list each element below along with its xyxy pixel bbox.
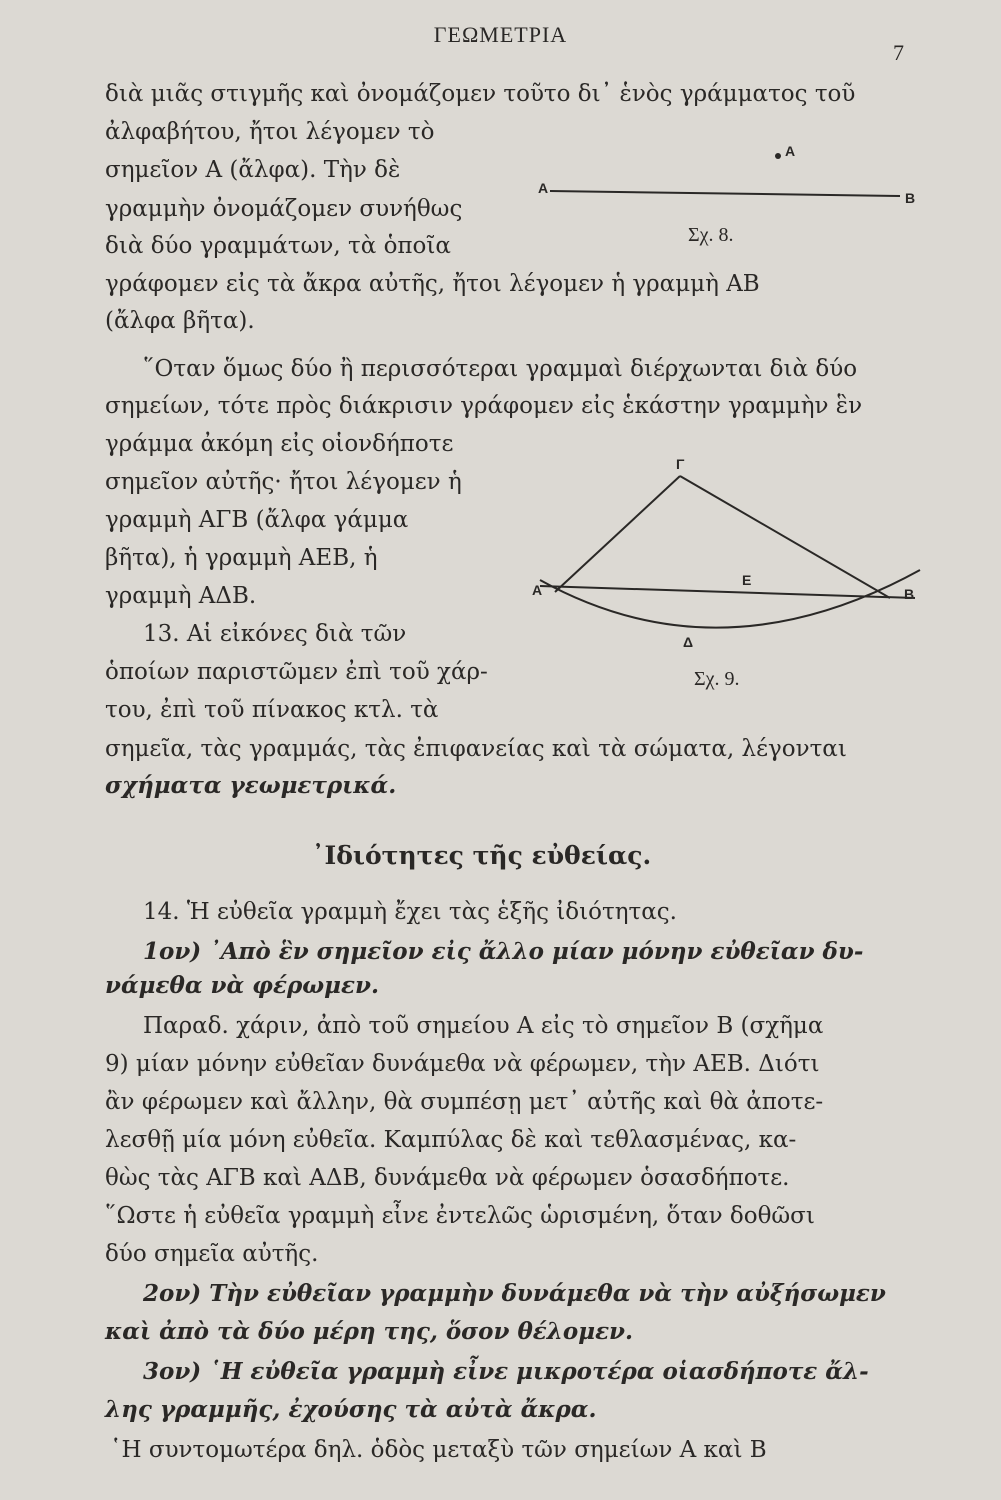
segment-ab bbox=[550, 191, 900, 196]
page-number: 7 bbox=[893, 40, 904, 65]
text-line: διὰ δύο γραμμάτων, τὰ ὁποῖα bbox=[105, 233, 451, 259]
fig8-left-label: Α bbox=[538, 180, 549, 196]
text-line: ῞Ωστε ἡ εὐθεῖα γραμμὴ εἶνε ἐντελῶς ὡρισμένη, ὅταν δοθῶσι bbox=[105, 1203, 815, 1229]
fig8-caption: Σχ. 8. bbox=[688, 224, 734, 246]
text-line: 13. Αἱ εἰκόνες διὰ τῶν bbox=[143, 621, 407, 647]
text-line: γραμμὴν ὀνομάζομεν συνήθως bbox=[105, 196, 463, 222]
text-line: 2ον) Τὴν εὐθεῖαν γραμμὴν δυνάμεθα νὰ τὴν αὐξήσωμεν bbox=[143, 1280, 886, 1307]
text-line: γράμμα ἀκόμη εἰς οἱονδήποτε bbox=[105, 431, 454, 457]
text-line: γραμμὴ ΑΔΒ. bbox=[105, 583, 257, 609]
text-line: σημεῖα, τὰς γραμμάς, τὰς ἐπιφανείας καὶ τὰ σώματα, λέγονται bbox=[105, 736, 847, 762]
text-line: 1ον) ᾿Απὸ ἓν σημεῖον εἰς ἄλλο μίαν μόνην εὐθεῖαν δυ- bbox=[143, 938, 864, 965]
text-line: καὶ ἀπὸ τὰ δύο μέρη της, ὅσον θέλομεν. bbox=[105, 1318, 634, 1345]
text-line: δύο σημεῖα αὐτῆς. bbox=[105, 1241, 319, 1267]
point-a-dot bbox=[775, 153, 781, 159]
text-line: νάμεθα νὰ φέρωμεν. bbox=[105, 972, 379, 999]
text-line: (ἄλφα βῆτα). bbox=[105, 308, 255, 334]
text-line: διὰ μιᾶς στιγμῆς καὶ ὀνομάζομεν τοῦτο δι᾿ ἑνὸς γράμματος τοῦ bbox=[105, 81, 856, 107]
text-line: θὼς τὰς ΑΓΒ καὶ ΑΔΒ, δυνάμεθα νὰ φέρωμεν ὁσασδήποτε. bbox=[105, 1165, 790, 1191]
text-line: ἂν φέρωμεν καὶ ἄλλην, θὰ συμπέσῃ μετ᾿ αὐτῆς καὶ θὰ ἀποτε- bbox=[105, 1089, 824, 1115]
fig8-point-label: Α bbox=[785, 143, 796, 159]
text-line: σχήματα γεωμετρικά. bbox=[105, 772, 397, 799]
fig9-caption: Σχ. 9. bbox=[694, 668, 740, 690]
text-line: 3ον) ῾Η εὐθεῖα γραμμὴ εἶνε μικροτέρα οἱασδήποτε ἄλ- bbox=[143, 1358, 869, 1385]
text-line: γραμμὴ ΑΓΒ (ἄλφα γάμμα bbox=[105, 507, 409, 533]
text-line: λεσθῇ μία μόνη εὐθεῖα. Καμπύλας δὲ καὶ τεθλασμένας, κα- bbox=[105, 1127, 797, 1153]
text-line: ἀλφαβήτου, ἤτοι λέγομεν τὸ bbox=[105, 119, 435, 145]
segment-aeb bbox=[540, 586, 915, 598]
arc-adb bbox=[540, 570, 920, 628]
text-line: βῆτα), ἡ γραμμὴ ΑΕΒ, ἡ bbox=[105, 545, 378, 571]
text-line: Παραδ. χάριν, ἀπὸ τοῦ σημείου Α εἰς τὸ σημεῖον Β (σχῆμα bbox=[143, 1013, 824, 1039]
segment-gb bbox=[680, 476, 890, 598]
fig9-bottom-label: Δ bbox=[683, 634, 694, 650]
text-line: γράφομεν εἰς τὰ ἄκρα αὐτῆς, ἤτοι λέγομεν ἡ γραμμὴ ΑΒ bbox=[105, 271, 760, 297]
segment-ag bbox=[555, 476, 680, 592]
text-line: σημείων, τότε πρὸς διάκρισιν γράφομεν εἰς ἑκάστην γραμμὴν ἓν bbox=[105, 393, 863, 419]
text-line: σημεῖον αὐτῆς· ἤτοι λέγομεν ἡ bbox=[105, 469, 462, 495]
section-heading: ᾿Ιδιότητες τῆς εὐθείας. bbox=[312, 841, 652, 870]
fig8-right-label: Β bbox=[905, 190, 916, 206]
text-line: 14. Ἡ εὐθεῖα γραμμὴ ἔχει τὰς ἑξῆς ἰδιότητας. bbox=[143, 899, 677, 925]
figure-9 bbox=[520, 440, 940, 640]
running-header: ΓΕΩΜΕΤΡΙΑ bbox=[433, 22, 568, 47]
text-line: ὁποίων παριστῶμεν ἐπὶ τοῦ χάρ- bbox=[105, 659, 488, 685]
fig9-top-label: Γ bbox=[676, 456, 685, 472]
text-line: ῞Οταν ὅμως δύο ἢ περισσότεραι γραμμαὶ διέρχωνται διὰ δύο bbox=[143, 356, 858, 382]
text-line: σημεῖον Α (ἄλφα). Τὴν δὲ bbox=[105, 157, 401, 183]
text-line: λης γραμμῆς, ἐχούσης τὰ αὐτὰ ἄκρα. bbox=[105, 1396, 597, 1423]
text-line: ῾Η συντομωτέρα δηλ. ὁδὸς μεταξὺ τῶν σημείων Α καὶ Β bbox=[110, 1437, 767, 1463]
fig9-left-label: Α bbox=[532, 582, 543, 598]
fig9-right-label: Β bbox=[904, 586, 915, 602]
text-line: 9) μίαν μόνην εὐθεῖαν δυνάμεθα νὰ φέρωμεν, τὴν ΑΕΒ. Διότι bbox=[105, 1051, 820, 1077]
text-line: του, ἐπὶ τοῦ πίνακος κτλ. τὰ bbox=[105, 697, 439, 723]
fig9-mid-label: Ε bbox=[742, 572, 752, 588]
